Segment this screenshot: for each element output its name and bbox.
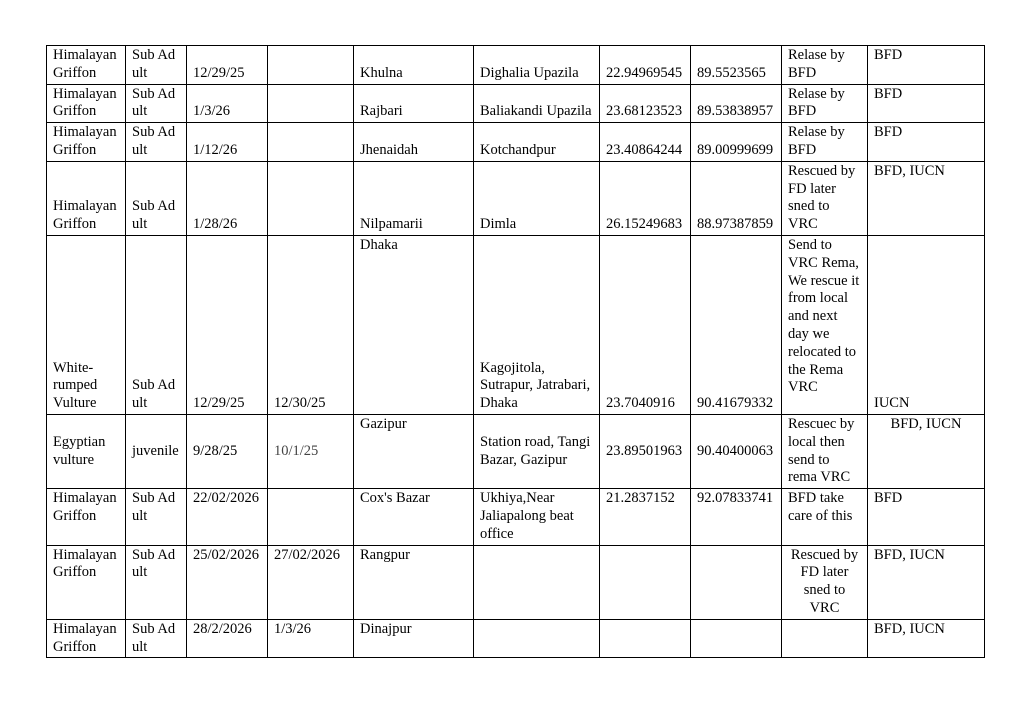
date2-cell: 27/02/2026	[268, 545, 354, 619]
notes-cell: Rescued by FD later sned to VRC	[782, 161, 868, 235]
species-cell: Egyptian vulture	[47, 414, 126, 488]
district-cell: Gazipur	[354, 414, 474, 488]
notes-cell: Rescued by FD later sned to VRC	[782, 545, 868, 619]
location-cell: Ukhiya,Near Jaliapalong beat office	[474, 489, 600, 545]
location-cell	[474, 619, 600, 658]
table-row	[47, 414, 985, 488]
latitude-cell	[600, 619, 691, 658]
date2-cell: 10/1/25	[268, 414, 354, 488]
species-cell: Himalayan Griffon	[47, 123, 126, 162]
date-cell: 12/29/25	[187, 235, 268, 414]
date-cell: 22/02/2026	[187, 489, 268, 545]
vulture-records-table	[46, 45, 985, 658]
location-cell: Baliakandi Upazila	[474, 84, 600, 123]
district-cell: Dhaka	[354, 235, 474, 414]
species-cell: Himalayan Griffon	[47, 489, 126, 545]
date-cell: 12/29/25	[187, 46, 268, 85]
table-row	[47, 46, 985, 85]
district-cell: Cox's Bazar	[354, 489, 474, 545]
table-row	[47, 123, 985, 162]
agency-cell: BFD	[868, 489, 985, 545]
species-cell: Himalayan Griffon	[47, 545, 126, 619]
table-row	[47, 545, 985, 619]
age-cell: Sub Adult	[126, 161, 187, 235]
agency-cell: BFD, IUCN	[868, 414, 985, 488]
age-cell: Sub Adult	[126, 235, 187, 414]
latitude-cell: 23.89501963	[600, 414, 691, 488]
district-cell: Dinajpur	[354, 619, 474, 658]
notes-cell: Relase by BFD	[782, 46, 868, 85]
date2-cell: 12/30/25	[268, 235, 354, 414]
date2-cell	[268, 46, 354, 85]
species-cell: White-rumped Vulture	[47, 235, 126, 414]
longitude-cell: 90.40400063	[691, 414, 782, 488]
agency-cell: BFD	[868, 84, 985, 123]
longitude-cell: 88.97387859	[691, 161, 782, 235]
species-cell: Himalayan Griffon	[47, 161, 126, 235]
species-cell: Himalayan Griffon	[47, 619, 126, 658]
table-row	[47, 161, 985, 235]
latitude-cell: 21.2837152	[600, 489, 691, 545]
agency-cell: BFD, IUCN	[868, 619, 985, 658]
age-cell: Sub Adult	[126, 545, 187, 619]
location-cell	[474, 545, 600, 619]
date-cell: 25/02/2026	[187, 545, 268, 619]
age-cell: Sub Adult	[126, 619, 187, 658]
date-cell: 9/28/25	[187, 414, 268, 488]
age-cell: Sub Adult	[126, 46, 187, 85]
latitude-cell: 23.68123523	[600, 84, 691, 123]
location-cell: Kagojitola, Sutrapur, Jatrabari, Dhaka	[474, 235, 600, 414]
age-cell: Sub Adult	[126, 84, 187, 123]
species-cell: Himalayan Griffon	[47, 84, 126, 123]
agency-cell: BFD	[868, 123, 985, 162]
location-cell: Dimla	[474, 161, 600, 235]
longitude-cell: 92.07833741	[691, 489, 782, 545]
table-row	[47, 619, 985, 658]
notes-cell: Relase by BFD	[782, 84, 868, 123]
agency-cell: BFD, IUCN	[868, 545, 985, 619]
date2-cell	[268, 84, 354, 123]
longitude-cell: 90.41679332	[691, 235, 782, 414]
date-cell: 1/12/26	[187, 123, 268, 162]
date-cell: 1/3/26	[187, 84, 268, 123]
latitude-cell: 26.15249683	[600, 161, 691, 235]
latitude-cell: 23.7040916	[600, 235, 691, 414]
date2-cell	[268, 123, 354, 162]
latitude-cell: 23.40864244	[600, 123, 691, 162]
notes-cell: BFD take care of this	[782, 489, 868, 545]
longitude-cell	[691, 619, 782, 658]
table-row	[47, 84, 985, 123]
location-cell: Kotchandpur	[474, 123, 600, 162]
table-row	[47, 235, 985, 414]
latitude-cell: 22.94969545	[600, 46, 691, 85]
date2-cell	[268, 489, 354, 545]
district-cell: Rajbari	[354, 84, 474, 123]
longitude-cell: 89.00999699	[691, 123, 782, 162]
species-cell: Himalayan Griffon	[47, 46, 126, 85]
latitude-cell	[600, 545, 691, 619]
district-cell: Jhenaidah	[354, 123, 474, 162]
date2-cell: 1/3/26	[268, 619, 354, 658]
table-row	[47, 489, 985, 545]
location-cell: Dighalia Upazila	[474, 46, 600, 85]
age-cell: juvenile	[126, 414, 187, 488]
longitude-cell	[691, 545, 782, 619]
location-cell: Station road, Tangi Bazar, Gazipur	[474, 414, 600, 488]
age-cell: Sub Adult	[126, 123, 187, 162]
district-cell: Khulna	[354, 46, 474, 85]
age-cell: Sub Adult	[126, 489, 187, 545]
longitude-cell: 89.5523565	[691, 46, 782, 85]
agency-cell: IUCN	[868, 235, 985, 414]
agency-cell: BFD	[868, 46, 985, 85]
notes-cell: Relase by BFD	[782, 123, 868, 162]
date-cell: 28/2/2026	[187, 619, 268, 658]
notes-cell: Send to VRC Rema, We rescue it from local and next day we relocated to the Rema VRC	[782, 235, 868, 414]
longitude-cell: 89.53838957	[691, 84, 782, 123]
district-cell: Rangpur	[354, 545, 474, 619]
date-cell: 1/28/26	[187, 161, 268, 235]
notes-cell: Rescuec by local then send to rema VRC	[782, 414, 868, 488]
notes-cell	[782, 619, 868, 658]
date2-cell	[268, 161, 354, 235]
agency-cell: BFD, IUCN	[868, 161, 985, 235]
district-cell: Nilpamarii	[354, 161, 474, 235]
